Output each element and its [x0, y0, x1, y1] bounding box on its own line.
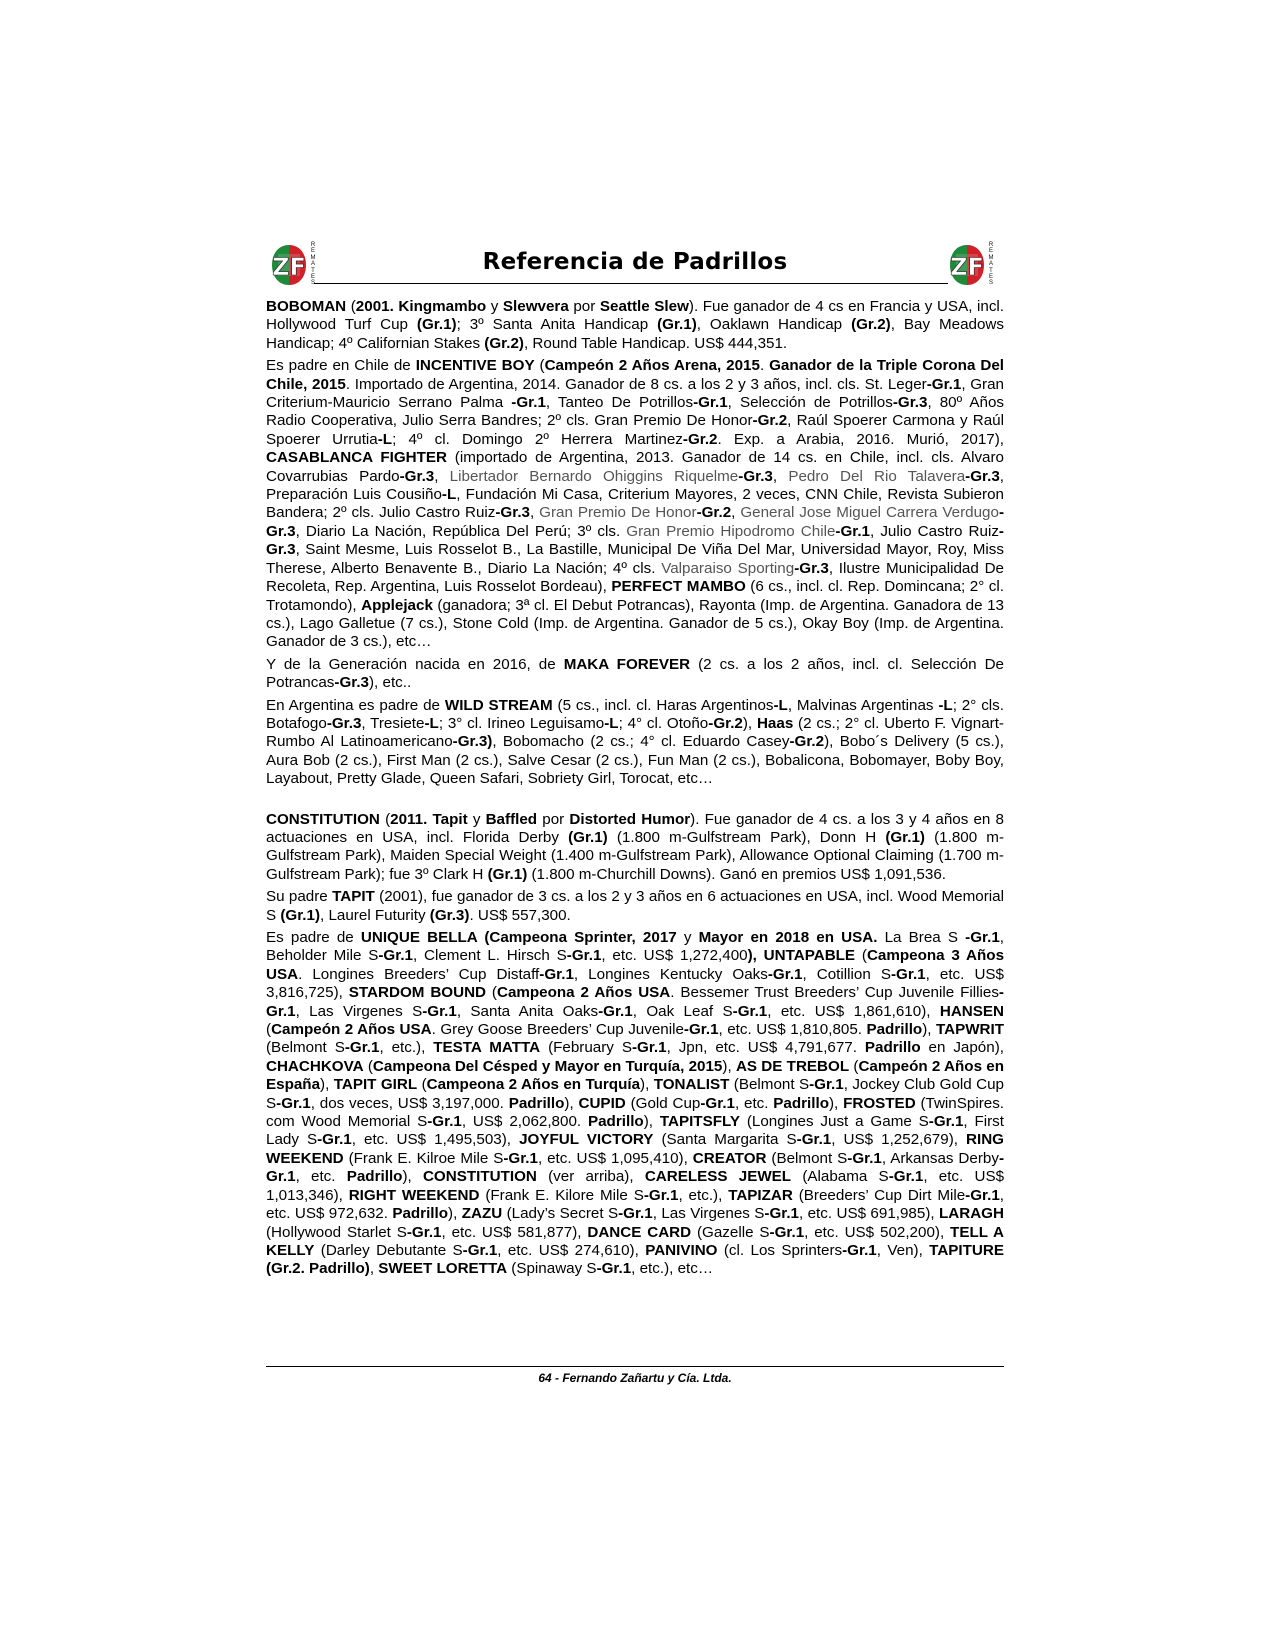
bold-text: -Gr.3 [965, 467, 1000, 485]
bold-text: TELL A KELLY [266, 1223, 1005, 1259]
text-run: , Gran Criterium-Mauricio Serrano Palma [266, 375, 1004, 412]
text-run: , etc. US$ 691,985), [799, 1205, 939, 1223]
paragraph-constitution-3 [266, 929, 1004, 1279]
bold-text: -Gr.1 [888, 1168, 924, 1186]
text-run: , Santa Anita Oaks [456, 1002, 599, 1020]
document-page [266, 240, 1005, 1385]
text-run: , Ilustre Municipalidad De Recoleta, Rep. Argentina, Luis Rosselot Bordeau), [266, 559, 1004, 596]
bold-text: FROSTED [843, 1094, 916, 1112]
text-run: , Beholder Mile S [266, 929, 1004, 965]
text-run: (2 cs.; 2° cl. Uberto F. Vignart-Rumbo Al Latinoamericano [266, 714, 1004, 751]
bold-text: -Gr.1 [596, 1260, 632, 1278]
bold-text: JOYFUL VICTORY [519, 1131, 654, 1149]
bold-text: -Gr.1 [693, 394, 728, 412]
paragraph-boboman-3 [266, 656, 1004, 693]
text-run: , Selección de Potrillos [727, 394, 893, 412]
bold-text: -Gr.1 [618, 1205, 653, 1223]
bold-text: -L [377, 430, 393, 448]
bold-text: (Gr.1) [568, 828, 608, 846]
text-run: , Longines Kentucky Oaks [573, 965, 768, 983]
bold-text: (Gr.1) [885, 828, 925, 846]
text-run: ), [742, 714, 757, 732]
text-run: , etc. US$ 1,095,410), [537, 1149, 693, 1167]
logo-monogram: ZF [272, 253, 306, 281]
bold-text: -Gr.2 [752, 412, 788, 430]
text-run: ; 4° cl. Otoño [618, 714, 709, 732]
bold-text: (Gr.1) [487, 865, 528, 883]
bold-text: Campeona 3 Años USA [266, 947, 1005, 983]
text-run: , 80º Años Radio Cooperativa, Julio Serra Bandres; 2º cls. Gran Premio De Honor [266, 394, 1004, 430]
bold-text: -Gr.1 [422, 1002, 457, 1020]
bold-text: -Gr.1 [847, 1149, 882, 1167]
paragraph-boboman-2 [266, 357, 1004, 652]
text-run: ; 4º cl. Domingo 2º Herrera Martinez [392, 430, 683, 448]
bold-text: -Gr.2 [682, 430, 718, 448]
text-run: , Fundación Mi Casa, Criterium Mayores, 2 veces, CNN Chile, Revista Subieron Bandera; 2º cls. Julio Castro Ruiz [266, 486, 1004, 522]
bold-text: -Gr.1 [266, 1149, 1005, 1186]
title-underline [314, 283, 948, 284]
bold-text: -Gr.1 [796, 1131, 832, 1149]
text-run: (1.800 m-Gulfstream Park), Donn H [607, 828, 886, 846]
bold-text: ), UNTAPABLE [747, 947, 856, 965]
bold-text: TESTA MATTA [433, 1039, 541, 1057]
text-run: (Frank E. Kilore Mile S [479, 1186, 644, 1204]
document-body [266, 298, 1004, 1279]
text-run: , etc.), [379, 1039, 434, 1057]
bold-text: Seattle Slew [599, 298, 689, 315]
bold-text: Campeona 2 Años en Turquía [426, 1076, 641, 1094]
bold-text: -Gr.1 [842, 1241, 877, 1259]
text-run: ( [855, 947, 867, 965]
text-run: (February S [540, 1039, 632, 1057]
text-run: , Malvinas Argentinas [787, 696, 939, 714]
text-run: (Lady’s Secret S [502, 1205, 619, 1223]
text-run: en Japón), [920, 1039, 1004, 1057]
text-run: , US$ 1,252,679), [831, 1131, 967, 1149]
bold-text: STARDOM BOUND [348, 984, 487, 1002]
bold-text: -Gr.3 [892, 394, 928, 412]
bold-text: Campeón 2 Años en España [266, 1057, 1005, 1094]
text-run: , Arkansas Derby [881, 1149, 999, 1167]
text-run: ( [417, 1076, 427, 1094]
text-run: (ver arriba), [536, 1168, 645, 1186]
bold-text: -L [773, 696, 788, 714]
bold-text: MAKA FOREVER [563, 655, 691, 673]
text-run: Es padre en Chile de [266, 357, 416, 375]
text-run: ; 3° cl. Irineo Leguisamo [438, 714, 605, 732]
text-run: , Clement L. Hirsch S [412, 947, 567, 965]
bold-text: (Gr.1) [657, 316, 697, 334]
bold-text: (Gr.1) [416, 316, 457, 334]
text-run: (5 cs., incl. cl. Haras Argentinos [552, 696, 774, 714]
paragraph-boboman-1 [266, 298, 1004, 353]
footer-rule [266, 1366, 1004, 1367]
bold-text: (Gr.2) [484, 334, 524, 352]
bold-text: -Gr.3 [334, 674, 369, 692]
text-run: ), [402, 1168, 423, 1186]
bold-text: -Gr.1 [965, 929, 1000, 946]
bold-text: DANCE CARD [587, 1223, 692, 1241]
text-run: y [676, 929, 699, 946]
bold-text: -Gr.3 [266, 522, 1004, 559]
bold-text: -Gr.2 [708, 714, 743, 732]
bold-text: Padrillo [864, 1039, 921, 1057]
text-run: , etc. US$ 274,610), [497, 1241, 646, 1259]
bold-text: -Gr.1 [769, 1223, 805, 1241]
bold-text: Distorted Humor [569, 810, 691, 828]
page-title: Referencia de Padrillos [482, 249, 788, 275]
text-run: . Grey Goose Breeders’ Cup Juvenile [431, 1021, 684, 1039]
text-run: , Oak Leaf S [632, 1002, 733, 1020]
bold-text: Campeón 2 Años Arena, 2015 [544, 357, 760, 375]
bold-text: -Gr.1 [767, 965, 803, 983]
bold-text: CONSTITUTION [422, 1168, 537, 1186]
text-run: ( [486, 984, 497, 1002]
text-run: , etc. US$ 581,877), [441, 1223, 588, 1241]
text-run: ), [643, 1113, 660, 1131]
text-run: ; 2° cls. Botafogo [266, 696, 1004, 732]
bold-text: -Gr.1 [378, 947, 413, 965]
text-run: (Belmont S [766, 1149, 848, 1167]
text-run: (1.800 m-Gulfstream Park), Maiden Special Weight (1.400 m-Gulfstream Park), Allowance Optional Claiming (1.700 m-Gulfstream Park); fue 3º Clark H [266, 828, 1005, 883]
text-run: , etc.), etc… [631, 1260, 714, 1278]
bold-text: -Gr.1 [344, 1039, 380, 1057]
bold-text: -Gr.3 [495, 504, 530, 522]
bold-text: Haas [756, 714, 794, 732]
bold-text: -Gr.1 [835, 522, 870, 540]
bold-text: -Gr.1 [427, 1113, 462, 1131]
text-run: ), [448, 1205, 462, 1223]
text-run: , etc. [734, 1094, 774, 1112]
bold-text: 2011. Tapit [390, 810, 468, 828]
text-run: (Gold Cup [625, 1094, 701, 1112]
text-run: , Diario La Nación, República Del Perú; 3º cls. [295, 522, 627, 540]
bold-text: Padrillo [587, 1113, 644, 1131]
bold-text: -Gr.3 [266, 504, 1004, 540]
bold-text: -Gr.1 [266, 984, 1004, 1020]
footer-text: 64 - Fernando Zañartu y Cía. Ltda. [538, 1371, 732, 1385]
text-run: , Las Virgenes S [652, 1205, 765, 1223]
text-run: , Julio Castro Ruiz [870, 522, 999, 540]
bold-text: CREATOR [692, 1149, 767, 1167]
text-run: , Preparación Luis Cousiño [266, 467, 1005, 504]
bold-text: -Gr.1 [598, 1002, 633, 1020]
bold-text: -Gr.1 [539, 965, 574, 983]
text-run: , etc. [295, 1168, 347, 1186]
page-footer [266, 1366, 1004, 1385]
bold-text: 2001. Kingmambo [355, 298, 487, 315]
bold-text: -Gr.1 [965, 1186, 1000, 1204]
bold-text: TAPITSFLY [659, 1113, 740, 1131]
bold-text: CONSTITUTION [266, 810, 380, 828]
paragraph-constitution-2 [266, 888, 1004, 925]
bold-text: AS DE TREBOL [735, 1057, 850, 1075]
bold-text: -Gr.1 [566, 947, 602, 965]
bold-text: ZAZU [461, 1205, 503, 1223]
bold-text: -Gr.1 [406, 1223, 442, 1241]
text-run: . Exp. a Arabia, 2016. Murió, 2017), [717, 430, 1004, 448]
text-run: ), [320, 1076, 334, 1094]
text-run: , [434, 467, 450, 485]
bold-text: -Gr.1 [764, 1205, 799, 1223]
bold-text: -Gr.3) [452, 733, 493, 751]
bold-text: -L [441, 486, 457, 504]
company-logo-right [948, 242, 1000, 288]
bold-text: -Gr.1 [503, 1149, 538, 1167]
text-run: Es padre de [266, 929, 361, 946]
bold-text: -Gr.2 [789, 733, 825, 751]
text-run: , [529, 504, 540, 522]
bold-text: PANIVINO [645, 1241, 718, 1259]
text-run: , Jockey Club Gold Cup S [266, 1076, 1004, 1112]
bold-text: WILD STREAM [444, 696, 553, 714]
text-run: , US$ 2,062,800. [461, 1113, 588, 1131]
bold-text: SWEET LORETTA [378, 1260, 508, 1278]
page-header [266, 240, 1004, 290]
text-run: , Cotillion S [802, 965, 891, 983]
bold-text: RING WEEKEND [266, 1131, 1004, 1167]
text-run: ), [564, 1094, 579, 1112]
text-run: (importado de Argentina, 2013. Ganador de 14 cs. en Chile, incl. cls. Alvaro Covarrubias Pardo [266, 449, 1004, 485]
text-run: ; 3º Santa Anita Handicap [456, 316, 658, 334]
bold-text: Campeona Del Césped y Mayor en Turquía, 2015 [372, 1057, 723, 1075]
text-run: ). Fue ganador de 4 cs. a los 3 y 4 años en 8 actuaciones en USA, incl. Florida Derby [266, 810, 1004, 846]
bold-text: Baffled [485, 810, 538, 828]
bold-text: HANSEN [939, 1002, 1005, 1020]
text-run: ( [363, 1057, 373, 1075]
bold-text: Padrillo [346, 1168, 403, 1186]
text-run: , Bay Meadows Handicap; 4º Californian Stakes [266, 316, 1004, 352]
bold-text: Ganador de la Triple Corona Del Chile, 2015 [266, 357, 1004, 393]
text-run: , Laurel Futurity [320, 906, 430, 924]
text-run: Y de la Generación nacida en 2016, de [266, 655, 564, 673]
text-run: (Darley Debutante S [314, 1241, 463, 1259]
bold-text: Campeona 2 Años USA [496, 984, 671, 1002]
bold-text: -L [938, 696, 953, 714]
grey-text: Libertador Bernardo Ohiggins Riquelme [449, 467, 739, 485]
text-run: (ganadora; 3ª cl. El Debut Potrancas), Rayonta (Imp. de Argentina. Ganadora de 13 cs.), Lago Galletue (7 cs.), Stone Cold (Imp. de Argentina. Ganador de 5 cs.), Okay Boy (Imp. de Argentina. Ganador de 3 cs.), etc… [266, 596, 1004, 651]
bold-text: Padrillo [392, 1205, 449, 1223]
text-run: (Spinaway S [507, 1260, 597, 1278]
text-run: , etc. US$ 1,810,805. [718, 1021, 867, 1039]
text-run: (1.800 m-Churchill Downs). Ganó en premios US$ 1,091,536. [527, 865, 946, 883]
text-run: , etc. US$ 1,013,346), [266, 1168, 1005, 1204]
text-run: (2 cs. a los 2 años, incl. cl. Selección De Potrancas [266, 655, 1005, 692]
text-run: ), [640, 1076, 654, 1094]
bold-text: TAPWRIT [935, 1021, 1004, 1039]
text-run: ), [829, 1094, 844, 1112]
text-run: (TwinSpires. com Wood Memorial S [266, 1094, 1005, 1131]
bold-text: CHACHKOVA [266, 1057, 364, 1075]
bold-text: Padrillo [508, 1094, 565, 1112]
text-run: . Bessemer Trust Breeders’ Cup Juvenile Fillies [670, 984, 999, 1002]
text-run: (Longines Just a Game S [740, 1113, 929, 1131]
bold-text: Padrillo [773, 1094, 829, 1112]
bold-text: Mayor en 2018 en USA. [698, 929, 878, 946]
text-run: , etc.), [678, 1186, 729, 1204]
bold-text: -Gr.1 [700, 1094, 735, 1112]
bold-text: -Gr.1 [926, 375, 962, 393]
text-run: , etc. US$ 3,816,725), [266, 965, 1004, 1002]
text-run: (Hollywood Starlet S [266, 1223, 407, 1241]
text-run: Su padre [266, 888, 333, 906]
grey-text: Pedro Del Rio Talavera [788, 467, 966, 485]
text-run: (6 cs., incl. cl. Rep. Domincana; 2° cl. Trotamondo), [266, 578, 1004, 614]
text-run: ). Fue ganador de 4 cs en Francia y USA, incl. Hollywood Turf Cup [266, 298, 1005, 334]
text-run: , [731, 504, 741, 522]
bold-text: -L [424, 714, 439, 732]
bold-text: -Gr.1 [683, 1021, 719, 1039]
bold-text: TAPIT GIRL [333, 1076, 418, 1094]
text-run: ( [534, 357, 545, 375]
text-run: , Tanteo De Potrillos [545, 394, 694, 412]
paragraph-constitution-1 [266, 811, 1004, 885]
text-run: , Bobomacho (2 cs.; 4° cl. Eduardo Casey [492, 733, 790, 751]
bold-text: -Gr.1 [809, 1076, 844, 1094]
text-run: , [369, 1260, 379, 1278]
text-run: . [759, 357, 770, 375]
grey-text: Gran Premio De Honor [539, 504, 697, 522]
text-run: y [467, 810, 486, 828]
text-run: ( [346, 298, 356, 315]
text-run: , etc. US$ 972,632. [266, 1186, 1005, 1223]
bold-text: -Gr.1 [511, 394, 546, 412]
logo-word-vertical: R E M A T E S [310, 242, 316, 287]
text-run: por [568, 298, 600, 315]
text-run: , Las Virgenes S [295, 1002, 423, 1020]
bold-text: TONALIST [653, 1076, 730, 1094]
text-run: ), Bobo´s Delivery (5 cs.), Aura Bob (2 cs.), First Man (2 cs.), Salve Cesar (2 cs.), Fun Man (2 cs.), Bobalicona, Bobomayer, Boby Boy, Layabout, Pretty Glade, Queen Safari, Sobriety Girl, Torocat, etc… [266, 733, 1004, 788]
bold-text: TAPIT [332, 888, 375, 906]
bold-text: BOBOMAN [266, 298, 347, 315]
text-run: ), [722, 1057, 736, 1075]
grey-text: Valparaiso Sporting [661, 559, 795, 577]
text-run: . US$ 557,300. [469, 906, 571, 924]
text-run: (2001), fue ganador de 3 cs. a los 2 y 3 años en 6 actuaciones en USA, incl. Wood Memorial S [266, 888, 1004, 924]
text-run: , Ven), [876, 1241, 930, 1259]
text-run: , etc. US$ 1,861,610), [767, 1002, 940, 1020]
bold-text: -Gr.1 [276, 1094, 311, 1112]
bold-text: TAPIZAR [728, 1186, 793, 1204]
text-run: (Alabama S [791, 1168, 889, 1186]
bold-text: CARELESS JEWEL [644, 1168, 792, 1186]
bold-text: -Gr.1 [891, 965, 926, 983]
text-run: , Round Table Handicap. US$ 444,351. [523, 334, 788, 352]
text-run: , Oaklawn Handicap [696, 316, 852, 334]
text-run: (Gazelle S [691, 1223, 770, 1241]
text-run: . Longines Breeders’ Cup Distaff [298, 965, 540, 983]
text-run: (Belmont S [729, 1076, 810, 1094]
bold-text: INCENTIVE BOY [415, 357, 535, 375]
text-run: ), etc.. [369, 674, 412, 692]
text-run: , etc. US$ 1,495,503), [351, 1131, 520, 1149]
text-run: , dos veces, US$ 3,197,000. [310, 1094, 509, 1112]
bold-text: -Gr.1 [317, 1131, 352, 1149]
bold-text: CUPID [578, 1094, 626, 1112]
bold-text: -Gr.2 [696, 504, 732, 522]
grey-text: General Jose Miguel Carrera Verdugo [740, 504, 999, 522]
bold-text: RIGHT WEEKEND [348, 1186, 480, 1204]
text-run: , Raúl Spoerer Carmona y Raúl Spoerer Urrutia [266, 412, 1004, 448]
bold-text: TAPITURE (Gr.2. Padrillo) [266, 1241, 1004, 1278]
text-run: (Frank E. Kilroe Mile S [343, 1149, 504, 1167]
text-run: ( [266, 1021, 272, 1039]
text-run: ( [379, 810, 391, 828]
bold-text: -Gr.3 [326, 714, 362, 732]
text-run: , etc. US$ 1,272,400 [601, 947, 748, 965]
bold-text: -Gr.3 [399, 467, 435, 485]
bold-text: Applejack [361, 596, 433, 614]
text-run: (cl. Los Sprinters [717, 1241, 843, 1259]
paragraph-boboman-4 [266, 697, 1004, 789]
bold-text: -Gr.1 [631, 1039, 667, 1057]
bold-text: Slewvera [502, 298, 569, 315]
bold-text: (Gr.2) [851, 316, 891, 334]
text-run: , [772, 467, 789, 485]
bold-text: -Gr.1 [462, 1241, 498, 1259]
logo-monogram: ZF [950, 253, 984, 281]
bold-text: -Gr.3 [794, 559, 829, 577]
bold-text: LARAGH [939, 1205, 1004, 1223]
bold-text: UNIQUE BELLA (Campeona Sprinter, 2017 [360, 929, 677, 946]
text-run: La Brea S [877, 929, 966, 946]
grey-text: Gran Premio Hipodromo Chile [626, 522, 836, 540]
text-run: (Belmont S [266, 1039, 345, 1057]
text-run: (Breeders’ Cup Dirt Mile [792, 1186, 966, 1204]
text-run: por [537, 810, 570, 828]
bold-text: Padrillo [866, 1021, 923, 1039]
text-run: ), [922, 1021, 936, 1039]
bold-text: -Gr.3 [738, 467, 773, 485]
text-run: (Santa Margarita S [653, 1131, 797, 1149]
text-run: ( [849, 1057, 859, 1075]
bold-text: -Gr.1 [732, 1002, 768, 1020]
bold-text: PERFECT MAMBO [611, 578, 746, 596]
bold-text: CASABLANCA FIGHTER [266, 449, 448, 467]
text-run: En Argentina es padre de [266, 696, 445, 714]
text-run: . Importado de Argentina, 2014. Ganador de 8 cs. a los 2 y 3 años, incl. cls. St. Leger [345, 375, 927, 393]
logo-word-vertical: R E M A T E S [988, 242, 994, 287]
text-run: , etc. US$ 502,200), [804, 1223, 951, 1241]
text-run: , First Lady S [266, 1113, 1004, 1149]
bold-text: -Gr.1 [928, 1113, 964, 1131]
text-run: , Jpn, etc. US$ 4,791,677. [666, 1039, 865, 1057]
bold-text: Campeón 2 Años USA [271, 1021, 432, 1039]
text-run: , Tresiete [361, 714, 425, 732]
bold-text: (Gr.1) [280, 906, 321, 924]
text-run: , Saint Mesme, Luis Rosselot B., La Bastille, Municipal De Viña Del Mar, Universidad Mayor, Roy, Miss Therese, Alberto Benavente B., Diario La Nación; 4º cls. [266, 541, 1004, 577]
bold-text: (Gr.3) [429, 906, 470, 924]
bold-text: -L [604, 714, 619, 732]
text-run: y [486, 298, 503, 315]
bold-text: -Gr.1 [643, 1186, 679, 1204]
